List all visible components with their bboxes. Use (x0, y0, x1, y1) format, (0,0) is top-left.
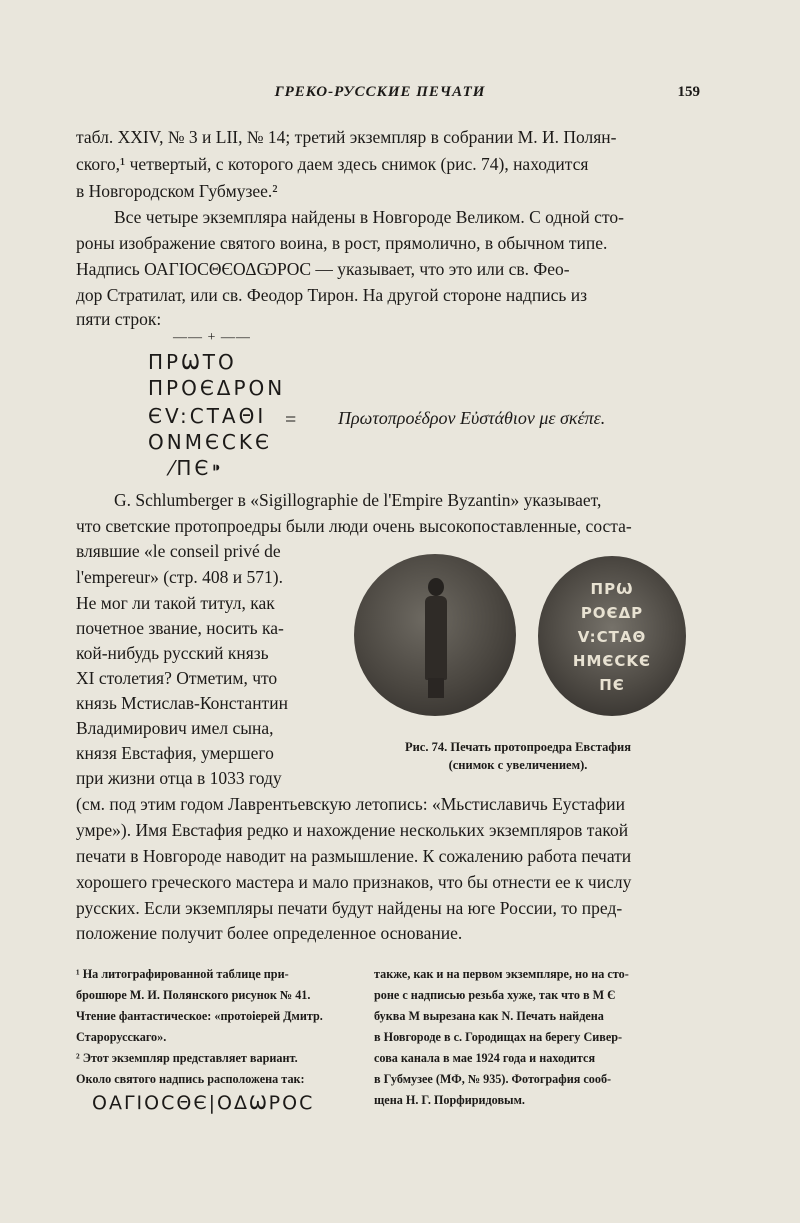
footnote-line: Старорусскаго». (76, 1030, 167, 1044)
seal-reverse-line: V:ϹΤΑΘ (577, 628, 647, 646)
text-line: умре»). Имя Евстафия редко и нахождение нескольких экземпляров такой (76, 820, 629, 840)
page-number: 159 (677, 84, 700, 100)
footnote-inscription: ΟΑΓΙΟϹΘЄ|ΟΔѠΡΟϹ (92, 1092, 315, 1114)
footnote-line: буква М вырезана как N. Печать найдена (374, 1009, 604, 1023)
text-line: хорошего греческого мастера и мало признаков, что бы отнести ее к числу (76, 872, 632, 892)
inscription-line: ΠΡѠΤΟ (148, 350, 237, 374)
text-line: Все четыре экземпляра найдены в Новгороде Великом. С одной сто- (114, 207, 624, 227)
text-line: почетное звание, носить ка- (76, 618, 284, 638)
text-line: русских. Если экземпляры печати будут найдены на юге России, то пред- (76, 898, 623, 918)
footnote-line: щена Н. Г. Порфиридовым. (374, 1093, 525, 1107)
text-line: роны изображение святого воина, в рост, прямолично, в обычном типе. (76, 233, 608, 253)
text-line: князя Евстафия, умершего (76, 743, 274, 763)
running-header-title: ГРЕКО-РУССКИЕ ПЕЧАТИ (274, 84, 486, 100)
text-line: l'empereur» (стр. 408 и 571). (76, 567, 283, 587)
saint-figure (422, 578, 450, 698)
footnote-line: брошюре М. И. Полянского рисунок № 41. (76, 988, 311, 1002)
footnote-line: ¹ На литографированной таблице при- (76, 967, 289, 981)
text-line: G. Schlumberger в «Sigillographie de l'Empire Byzantin» указывает, (114, 490, 602, 510)
text-line: печати в Новгороде наводит на размышление. К сожалению работа печати (76, 846, 632, 866)
footnote-line: ² Этот экземпляр представляет вариант. (76, 1051, 298, 1065)
text-line: пяти строк: (76, 309, 162, 329)
seal-reverse-line: ΗΜЄϹΚЄ (572, 652, 652, 670)
text-line: влявшие «le conseil privé de (76, 541, 281, 561)
inscription-separator: —— + —— (173, 330, 251, 345)
text-line: дор Стратилат, или св. Феодор Тирон. На другой стороне надпись из (76, 285, 588, 305)
figure-caption: Рис. 74. Печать протопроедра Евстафия (404, 740, 632, 754)
inscription-line: ЄV:ϹΤΑΘΙ (148, 404, 267, 428)
text-line: при жизни отца в 1033 году (76, 768, 282, 788)
text-line: Владимирович имел сына, (76, 718, 274, 738)
seal-reverse-line: ΡΟЄΔΡ (580, 604, 644, 622)
text-line: в Новгородском Губмузее.² (76, 181, 278, 201)
text-line: табл. XXIV, № 3 и LII, № 14; третий экземпляр в собрании М. И. Полян- (76, 127, 617, 147)
figure-caption: (снимок с увеличением). (448, 758, 588, 772)
greek-reading: Πρωτοπροέδρον Εὐστάθιον με σκέπε. (338, 408, 606, 428)
text-line: кой-нибудь русский князь (76, 643, 269, 663)
text-line: XI столетия? Отметим, что (76, 668, 278, 688)
text-line: Не мог ли такой титул, как (76, 593, 275, 613)
footnote-line: Около святого надпись расположена так: (76, 1072, 305, 1086)
text-line: Надпись ΟΑΓΙΟϹΘЄΟΔѠΡΟϹ — указывает, что это или св. Фео- (76, 259, 570, 279)
footnote-line: в Новгороде в с. Городищах на берегу Сивер- (374, 1030, 623, 1044)
footnote-line: роне с надписью резьба хуже, так что в М Є (374, 988, 616, 1002)
text-line: что светские протопроедры были люди очень высокопоставленные, соста- (76, 516, 632, 536)
seal-obverse-image (354, 554, 516, 716)
text-line: положение получит более определенное основание. (76, 923, 463, 943)
seal-reverse-line: ΠΡѠ (590, 580, 634, 598)
inscription-line: ΟΝΜЄϹΚЄ (148, 430, 272, 454)
footnote-line: Чтение фантастическое: «протоiерей Дмитр. (76, 1009, 323, 1023)
seal-reverse-image (538, 556, 686, 716)
equals-sign: = (285, 409, 297, 431)
figure-seal-photo (346, 540, 690, 730)
inscription-line: ΠΡΟЄΔΡΟΝ (148, 376, 286, 400)
text-line: князь Мстислав-Константин (76, 693, 288, 713)
footnote-line: в Губмузее (МФ, № 935). Фотография сооб- (374, 1072, 612, 1086)
footnote-line: также, как и на первом экземпляре, но на сто- (374, 967, 629, 981)
text-line: ского,¹ четвертый, с которого даем здесь снимок (рис. 74), находится (76, 154, 589, 174)
seal-reverse-line: ΠЄ (599, 676, 625, 694)
inscription-line: ⁄ΠЄ⁍ (170, 456, 225, 480)
text-line: (см. под этим годом Лаврентьевскую летопись: «Мьстиславичь Еустафии (76, 794, 626, 814)
footnote-line: сова канала в мае 1924 года и находится (374, 1051, 596, 1065)
